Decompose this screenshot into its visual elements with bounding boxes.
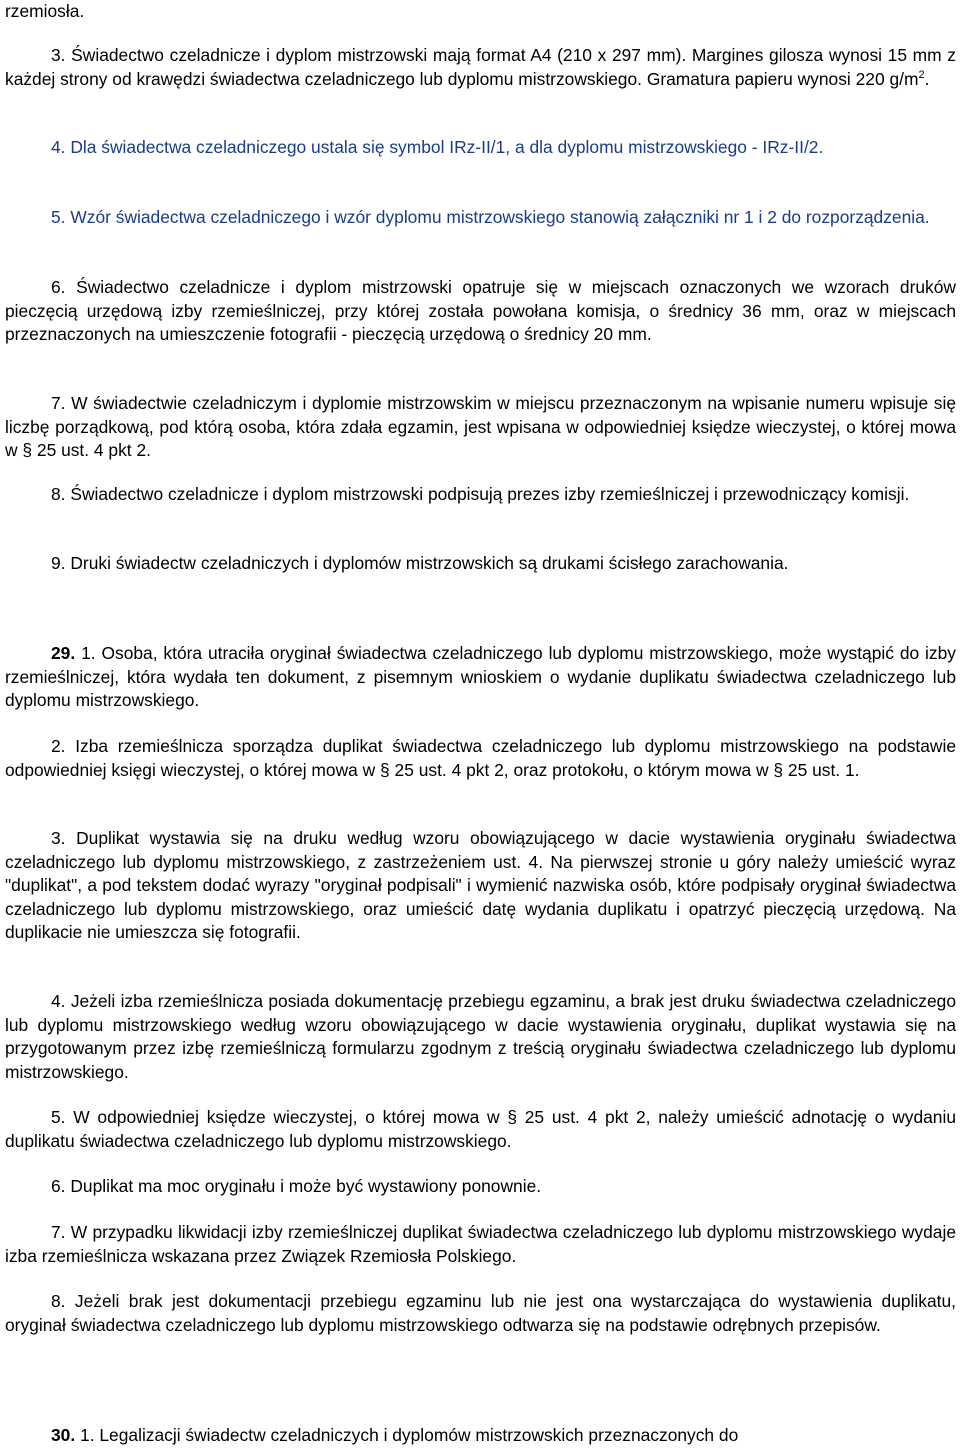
paragraph-text: Izba rzemieślnicza sporządza duplikat świadectwa czeladniczego lub dyplomu mistrzowskiego na podstawie odpowiedniej księgi wieczystej, o której mowa w § 25 ust. 4 pkt 2, oraz protokołu, o którym mowa w § 25 ust. 1. xyxy=(5,736,956,780)
paragraph-8 xyxy=(5,483,956,507)
paragraph-continuation xyxy=(5,0,956,24)
paragraph-number: 1. xyxy=(81,643,96,663)
section-number: 30. xyxy=(51,1425,76,1445)
paragraph-4 xyxy=(5,136,956,160)
section-29-paragraph-5 xyxy=(5,1106,956,1153)
paragraph-text: Jeżeli izba rzemieślnicza posiada dokumentację przebiegu egzaminu, a brak jest druku świadectwa czeladniczego lub dyplomu mistrzowskiego według wzoru obowiązującego w dacie wystawienia oryginału, duplikat wystawia się na przygotowanym przez izbę rzemieślniczą formularzu zgodnym z treścią oryginału świadectwa czeladniczego lub dyplomu mistrzowskiego. xyxy=(5,991,956,1082)
paragraph-text: Jeżeli brak jest dokumentacji przebiegu egzaminu lub nie jest ona wystarczająca do wystawienia duplikatu, oryginał świadectwa czeladniczego lub dyplomu mistrzowskiego odtwarza się na podstawie odrębnych przepisów. xyxy=(5,1291,956,1335)
paragraph-text: Dla świadectwa czeladniczego ustala się symbol IRz-II/1, a dla dyplomu mistrzowskiego - IRz-II/2. xyxy=(70,137,824,157)
paragraph-text: rzemiosła. xyxy=(5,1,85,21)
paragraph-number: 3. xyxy=(51,45,66,65)
paragraph-number: 4. xyxy=(51,991,66,1011)
paragraph-number: 8. xyxy=(51,1291,66,1311)
paragraph-text: Wzór świadectwa czeladniczego i wzór dyplomu mistrzowskiego stanowią załączniki nr 1 i 2 do rozporządzenia. xyxy=(70,207,930,227)
paragraph-number: 8. xyxy=(51,484,66,504)
paragraph-end: . xyxy=(924,68,930,89)
section-29-paragraph-2 xyxy=(5,735,956,782)
paragraph-text: Świadectwo czeladnicze i dyplom mistrzowski podpisują prezes izby rzemieślniczej i przewodniczący komisji. xyxy=(70,484,910,504)
paragraph-number: 7. xyxy=(51,393,66,413)
paragraph-5 xyxy=(5,206,956,230)
paragraph-number: 5. xyxy=(51,1107,66,1127)
paragraph-text: W świadectwie czeladniczym i dyplomie mistrzowskim w miejscu przeznaczonym na wpisanie numeru wpisuje się liczbę porządkową, pod którą osoba, która zdała egzamin, jest wpisana w odpowiedniej księdze wieczystej, o której mowa w § 25 ust. 4 pkt 2. xyxy=(5,393,956,461)
paragraph-number: 7. xyxy=(51,1222,66,1242)
paragraph-text: Świadectwo czeladnicze i dyplom mistrzowski opatruje się w miejscach oznaczonych we wzorach druków pieczęcią urzędową izby rzemieślniczej, przy której została powołana komisja, o średnicy 36 mm, oraz w miejscach przeznaczonych na umieszczenie fotografii - pieczęcią urzędową o średnicy 20 mm. xyxy=(5,277,956,345)
section-number: 29. xyxy=(51,643,76,663)
section-30-paragraph-1 xyxy=(5,1424,956,1448)
paragraph-number: 6. xyxy=(51,277,66,297)
paragraph-text: Świadectwo czeladnicze i dyplom mistrzowski mają format A4 (210 x 297 mm). Margines gilosza wynosi 15 mm z każdej strony od krawędzi świadectwa czeladniczego lub dyplomu mistrzowskiego. Gramatura papieru wynosi 220 g/m xyxy=(5,45,956,89)
paragraph-3 xyxy=(5,44,956,91)
section-29-paragraph-4 xyxy=(5,990,956,1084)
paragraph-text: W przypadku likwidacji izby rzemieślniczej duplikat świadectwa czeladniczego lub dyplomu mistrzowskiego wydaje izba rzemieślnicza wskazana przez Związek Rzemiosła Polskiego. xyxy=(5,1222,956,1266)
paragraph-text: Duplikat ma moc oryginału i może być wystawiony ponownie. xyxy=(70,1176,542,1196)
paragraph-text: Druki świadectw czeladniczych i dyplomów mistrzowskich są drukami ścisłego zarachowania. xyxy=(70,553,789,573)
paragraph-text: W odpowiedniej księdze wieczystej, o której mowa w § 25 ust. 4 pkt 2, należy umieścić adnotację o wydaniu duplikatu świadectwa czeladniczego lub dyplomu mistrzowskiego. xyxy=(5,1107,956,1151)
paragraph-number: 2. xyxy=(51,736,66,756)
superscript: 2 xyxy=(918,68,925,81)
paragraph-text: Osoba, która utraciła oryginał świadectwa czeladniczego lub dyplomu mistrzowskiego, może wystąpić do izby rzemieślniczej, która wydała ten dokument, z pisemnym wnioskiem o wydanie duplikatu świadectwa czeladniczego lub dyplomu mistrzowskiego. xyxy=(5,643,956,711)
paragraph-number: 4. xyxy=(51,137,66,157)
section-29-paragraph-3 xyxy=(5,827,956,945)
section-29-paragraph-1 xyxy=(5,642,956,713)
paragraph-7 xyxy=(5,392,956,463)
paragraph-number: 6. xyxy=(51,1176,66,1196)
paragraph-number: 9. xyxy=(51,553,66,573)
paragraph-number: 1. xyxy=(80,1425,95,1445)
paragraph-text: Duplikat wystawia się na druku według wzoru obowiązującego w dacie wystawienia oryginału świadectwa czeladniczego lub dyplomu mistrzowskiego, z zastrzeżeniem ust. 4. Na pierwszej stronie u góry należy umieścić wyraz "duplikat", a pod tekstem dodać wyrazy "oryginał podpisali" i wymienić nazwiska osób, które podpisały oryginał świadectwa czeladniczego lub dyplomu mistrzowskiego, oraz umieścić datę wydania duplikatu i opatrzyć pieczęcią urzędową. Na duplikacie nie umieszcza się fotografii. xyxy=(5,828,956,943)
section-29-paragraph-7 xyxy=(5,1221,956,1268)
paragraph-number: 3. xyxy=(51,828,66,848)
paragraph-text: Legalizacji świadectw czeladniczych i dyplomów mistrzowskich przeznaczonych do xyxy=(99,1425,739,1445)
paragraph-6 xyxy=(5,276,956,347)
section-29-paragraph-6 xyxy=(5,1175,956,1199)
paragraph-9 xyxy=(5,552,956,576)
section-29-paragraph-8 xyxy=(5,1290,956,1337)
paragraph-number: 5. xyxy=(51,207,66,227)
